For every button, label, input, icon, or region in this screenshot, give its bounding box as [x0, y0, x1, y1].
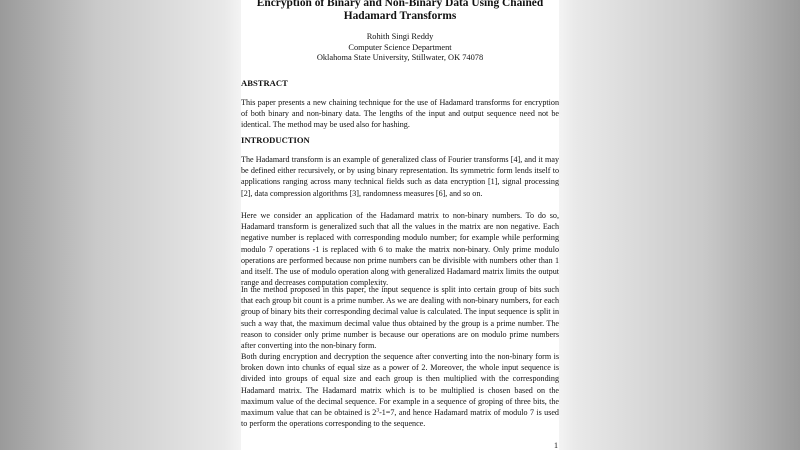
abstract-heading: ABSTRACT	[241, 78, 288, 88]
intro-p4-text-end: -1=7, and hence Hadamard matrix of modulo 7 is used to perform the operations corresponding to the sequence.	[241, 408, 559, 429]
document-page	[241, 0, 559, 450]
title-line-2: Hadamard Transforms	[343, 10, 457, 22]
author-department: Computer Science Department	[348, 42, 452, 52]
intro-paragraph-1: The Hadamard transform is an example of generalized class of Fourier transforms [4], and it may be defined either recursively, or by using binary representation. Its symmetric form lends itself to applications ranging across many technical fields such as data encryption [1], signal processing [2], data compression algorithms [3], randomness measures [6], and so on.	[241, 155, 559, 198]
author-block	[241, 32, 559, 64]
introduction-heading: INTRODUCTION	[241, 135, 310, 145]
title-line-1: Encryption of Binary and Non-Binary Data Using Chained	[256, 0, 544, 9]
author-name: Rohith Singi Reddy	[366, 32, 434, 41]
intro-paragraph-2: Here we consider an application of the Hadamard matrix to non-binary numbers. To do so, Hadamard transform is generalized such that all the values in the matrix are non negative. Each negative number is replaced with corresponding modulo number; for example while performing modulo 7 operations -1 is replaced with 6 to make the matrix non-binary. Only prime modulo operations are performed because non prime numbers can be divisible with numbers other than 1 and itself. The use of modulo operation along with generalized Hadamard matrix limits the output range and decreases computation complexity.	[241, 211, 559, 288]
abstract-text: This paper presents a new chaining technique for the use of Hadamard transforms for encryption of both binary and non-binary data. The lengths of the input and output sequence need not be identical. The method may be used also for hashing.	[241, 98, 559, 130]
intro-paragraph-4	[241, 351, 559, 429]
intro-p4-exponent: 3	[376, 407, 380, 414]
author-affiliation: Oklahoma State University, Stillwater, OK 74078	[316, 53, 484, 63]
paper-title	[241, 0, 559, 23]
intro-paragraph-3: In the method proposed in this paper, the input sequence is split into certain group of bits such that each group bit count is a prime number. As we are dealing with non-binary numbers, for each group of binary bits their corresponding decimal value is calculated. The input sequence is split in such a way that, the maximum decimal value thus obtained by the group is a prime number. The reason to consider only prime number is because our operations are on modulo prime numbers after converting into the non-binary form.	[241, 285, 559, 351]
page-number: 1	[554, 441, 558, 450]
intro-p4-text-start: Both during encryption and decryption the sequence after converting into the non-binary form is broken down into chunks of equal size as a power of 2. Moreover, the whole input sequence is divided into groups of equal size and each group is then multiplied with the corresponding Hadamard matrix. The Hadamard matrix which is to be multiplied is chosen based on the maximum value of the decimal sequence. For example in a sequence of groping of three bits, the maximum value that can be obtained is 2	[241, 352, 559, 418]
